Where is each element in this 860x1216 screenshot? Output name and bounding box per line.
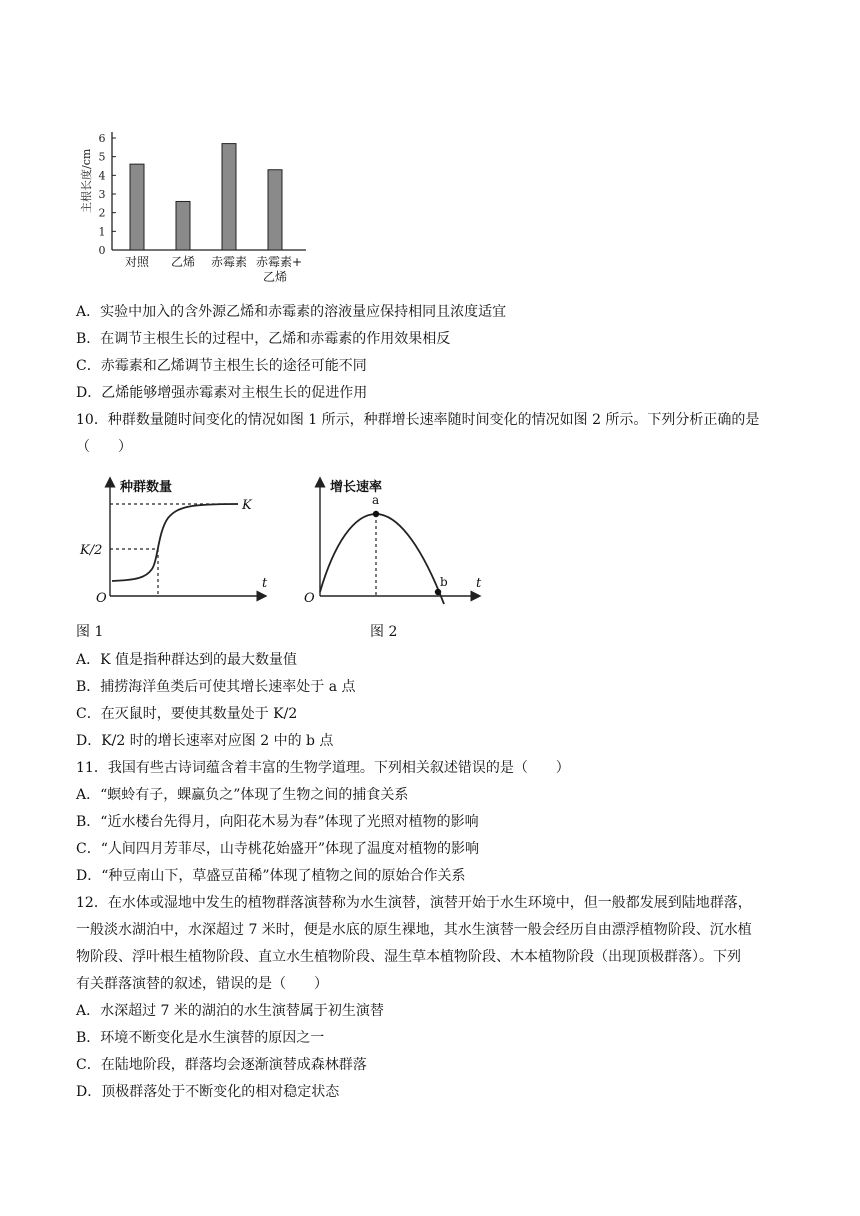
q12-stem-line2: 一般淡水湖泊中，水深超过 7 米时，便是水底的原生裸地，其水生演替一般会经历自由漂浮植物阶段、沉水植 (76, 922, 752, 938)
figure-2-caption: 图 2 (370, 624, 398, 640)
q11-option-a: A．“螟蛉有子，蜾蠃负之”体现了生物之间的捕食关系 (76, 787, 409, 803)
q12-option-d: D．顶极群落处于不断变化的相对稳定状态 (76, 1084, 340, 1100)
q12-stem-line4: 有关群落演替的叙述，错误的是（ ） (76, 976, 328, 992)
q12-stem-line1: 12．在水体或湿地中发生的植物群落演替称为水生演替，演替开始于水生环境中，但一般都发展到陆地群落， (76, 895, 752, 911)
y-tick-label: 0 (98, 244, 106, 257)
q9-option-b: B．在调节主根生长的过程中，乙烯和赤霉素的作用效果相反 (76, 331, 451, 347)
s-curve (112, 504, 238, 581)
q11-option-c: C．“人间四月芳菲尽，山寺桃花始盛开”体现了温度对植物的影响 (76, 841, 480, 857)
y-tick-label: 1 (98, 225, 106, 239)
root-length-bar-chart (70, 118, 320, 293)
q10-option-d: D．K/2 时的增长速率对应图 2 中的 b 点 (76, 733, 334, 749)
x-category-label: 对照 (124, 255, 150, 269)
k-label: K (242, 498, 252, 513)
y-axis-label: 种群数量 (120, 480, 173, 495)
figure-1-caption: 图 1 (76, 624, 104, 640)
growth-rate-curve (320, 514, 444, 604)
x-category-label: 赤霉素 (210, 255, 248, 269)
y-axis-label: 主根长度/cm (80, 148, 93, 213)
y-tick-label: 6 (98, 132, 106, 145)
bar (176, 201, 190, 250)
point-b-label: b (440, 575, 448, 589)
point-a-marker (373, 511, 379, 517)
bar (268, 170, 282, 250)
q9-option-d: D．乙烯能够增强赤霉素对主根生长的促进作用 (76, 385, 368, 401)
point-b-marker (435, 589, 441, 595)
x-axis-label: t (262, 576, 268, 591)
growth-rate-figure (294, 474, 494, 606)
y-tick-label: 5 (98, 150, 106, 164)
point-a-label: a (372, 493, 380, 507)
half-k-label: K/2 (80, 543, 103, 558)
bar (222, 144, 236, 250)
q11-option-d: D．“种豆南山下，草盛豆苗稀”体现了植物之间的原始合作关系 (76, 868, 466, 884)
x-category-label: 赤霉素+ (255, 255, 303, 269)
q11-option-b: B．“近水楼台先得月，向阳花木易为春”体现了光照对植物的影响 (76, 814, 479, 830)
q9-option-c: C．赤霉素和乙烯调节主根生长的途径可能不同 (76, 358, 367, 374)
q12-option-c: C．在陆地阶段，群落均会逐渐演替成森林群落 (76, 1057, 367, 1073)
y-axis-label: 增长速率 (330, 480, 383, 495)
y-tick-label: 3 (98, 188, 106, 201)
q11-stem: 11．我国有些古诗词蕴含着丰富的生物学道理。下列相关叙述错误的是（ ） (76, 760, 570, 776)
population-curve-figure (76, 474, 276, 606)
origin-label: O (96, 591, 107, 606)
y-tick-label: 2 (98, 206, 106, 220)
x-category-label: 乙烯 (170, 255, 196, 269)
q10-stem-line2: （ ） (76, 439, 132, 455)
q12-option-b: B．环境不断变化是水生演替的原因之一 (76, 1030, 325, 1046)
q12-stem-line3: 物阶段、浮叶根生植物阶段、直立水生植物阶段、湿生草本植物阶段、木本植物阶段（出现顶极群落）。下列 (76, 949, 741, 965)
q9-option-a: A．实验中加入的含外源乙烯和赤霉素的溶液量应保持相同且浓度适宜 (76, 304, 507, 320)
q10-option-b: B．捕捞海洋鱼类后可使其增长速率处于 a 点 (76, 679, 356, 695)
bar (130, 164, 144, 250)
y-tick-label: 4 (98, 169, 106, 183)
x-axis-label: t (476, 576, 482, 591)
q10-option-a: A．K 值是指种群达到的最大数量值 (76, 652, 298, 668)
x-category-label: 乙烯 (262, 270, 288, 284)
q12-option-a: A．水深超过 7 米的湖泊的水生演替属于初生演替 (76, 1003, 384, 1019)
q10-stem-line1: 10．种群数量随时间变化的情况如图 1 所示，种群增长速率随时间变化的情况如图 2 所示。下列分析正确的是 (76, 412, 760, 428)
q10-option-c: C．在灭鼠时，要使其数量处于 K/2 (76, 706, 298, 722)
origin-label: O (304, 591, 315, 606)
